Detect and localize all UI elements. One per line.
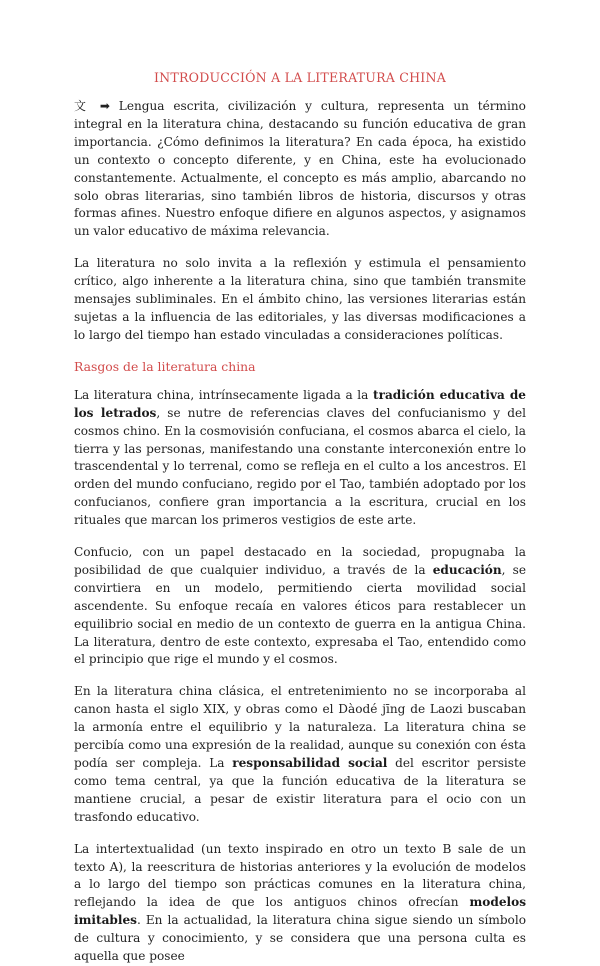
- paragraph-4-text-c: , se convirtiera en un modelo, permitiendo cierta movilidad social ascendente. Su enfoque recaía en valores éticos para restablecer un equilibrio social en medio de un contexto de guerra en la antigua China. La literatura, dentro de este contexto, expresaba el Tao, entendido como el principio que rige el mundo y el cosmos.: [74, 562, 526, 667]
- arrow-right-icon: ➡: [99, 99, 110, 113]
- paragraph-3-text-c: , se nutre de referencias claves del confucianismo y del cosmos chino. En la cosmovisión confuciana, el cosmos abarca el cielo, la tierra y las personas, manifestando una constante interconexión entre lo trascendental y lo terrenal, como se refleja en el culto a los ancestros. El orden del mundo confuciano, regido por el Tao, también adoptado por los confucianos, confiere gran importancia a la escritura, crucial en los rituales que marcan los primeros vestigios de este arte.: [74, 405, 526, 528]
- intro-paragraph: [74, 98, 526, 241]
- paragraph-6-bold: modelos imitables: [74, 895, 526, 928]
- section-heading: Rasgos de la literatura china: [74, 358, 256, 374]
- document-title: INTRODUCCIÓN A LA LITERATURA CHINA: [154, 70, 446, 85]
- paragraph-6-text-a: La intertextualidad (un texto inspirado en otro un texto B sale de un texto A), la reescritura de historias anteriores y la evolución de modelos a lo largo del tiempo son prácticas comunes en la literatura china, reflejando la idea de que los antiguos chinos ofrecían: [74, 841, 526, 910]
- paragraph-3: [74, 387, 526, 530]
- paragraph-3-text-a: La literatura china, intrínsecamente ligada a la: [74, 387, 373, 402]
- paragraph-4-text-a: Confucio, con un papel destacado en la sociedad, propugnaba la posibilidad de que cualquier individuo, a través de la: [74, 545, 526, 577]
- paragraph-6-text-c: . En la actualidad, la literatura china sigue siendo un símbolo de cultura y conocimiento, y se considera que una persona culta es aquella que posee: [74, 913, 526, 964]
- intro-text: Lengua escrita, civilización y cultura, representa un término integral en la literatura china, destacando su función educativa de gran importancia. ¿Cómo definimos la literatura? En cada época, ha existido un contexto o concepto diferente, y en China, este ha evolucionado constantemente. Actualmente, el concepto es más amplio, abarcando no solo obras literarias, sino también libros de historia, discursos y otras formas afines. Nuestro enfoque difiere en algunos aspectos, y asignamos un valor educativo de máxima relevancia.: [74, 99, 526, 239]
- paragraph-5: [74, 683, 526, 826]
- paragraph-5-bold: responsabilidad social: [232, 756, 388, 770]
- paragraph-5-text-a: En la literatura china clásica, el entretenimiento no se incorporaba al canon hasta el siglo XIX, y obras como el Dàodé jīng de Laozi buscaban la armonía entre el equilibrio y la naturaleza. La literatura china se percibía como una expresión de la realidad, aunque su conexión con ésta podía ser compleja. La: [74, 684, 526, 770]
- paragraph-3-bold: tradición educativa de los letrados: [74, 387, 526, 420]
- paragraph-4-bold: educación: [432, 562, 502, 577]
- paragraph-2: La literatura no solo invita a la reflexión y estimula el pensamiento crítico, algo inherente a la literatura china, sino que también transmite mensajes subliminales. En el ámbito chino, las versiones literarias están sujetas a la influencia de las editoriales, y las diversas modificaciones a lo largo del tiempo han estado vinculadas a consideraciones políticas.: [74, 256, 526, 342]
- paragraph-4: [74, 544, 526, 669]
- wen-glyph-icon: 文: [74, 99, 92, 113]
- paragraph-5-text-c: del escritor persiste como tema central, ya que la función educativa de la literatura se mantiene crucial, a pesar de existir literatura para el ocio con un trasfondo educativo.: [74, 756, 527, 824]
- paragraph-6: [74, 841, 526, 966]
